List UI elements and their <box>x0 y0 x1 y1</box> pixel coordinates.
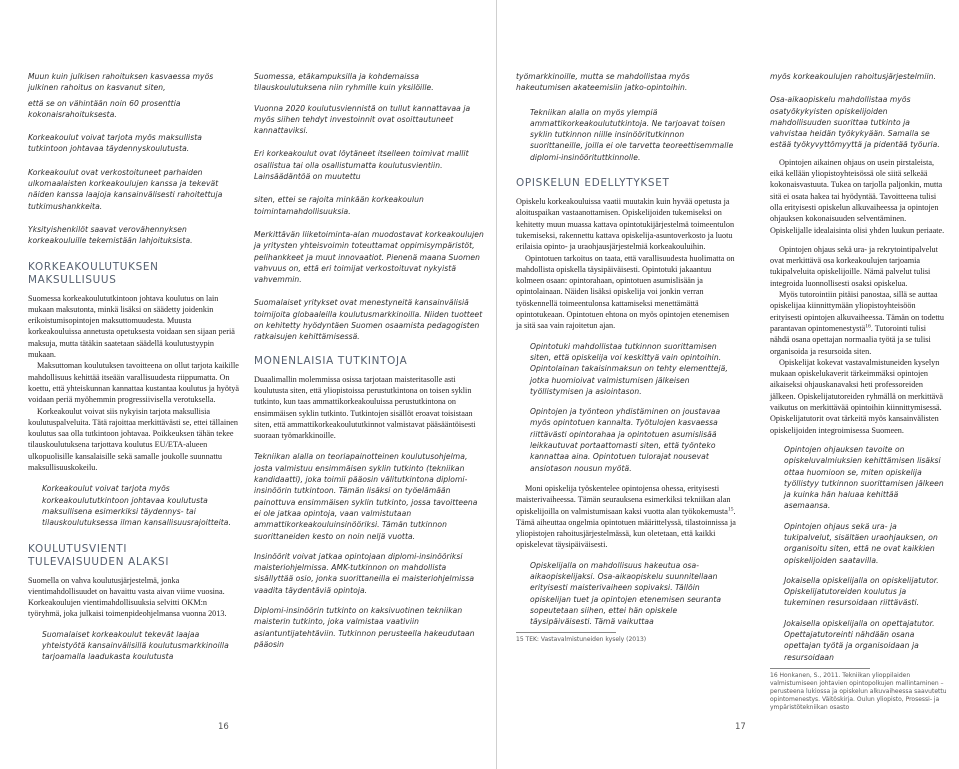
body-paragraph: Opintojen ohjaus sekä ura- ja rekrytointipalvelut ovat merkittävä osa korkeakoulujen tarjoamia tukipalveluita opiskelijoille. Nämä palvelut tulisi integroida luonnollisesti osaksi opiskelua. <box>770 244 938 288</box>
pull-quote: Jokaisella opiskelijalla on opiskelijatutor. Opiskelijatutoreiden koulutus ja tukeminen resursoidaan riittävästi. <box>784 575 939 608</box>
intro-quote: Korkeakoulut voivat tarjota myös maksullista tutkintoon johtavaa täydennyskoulutusta. <box>28 133 202 154</box>
body-paragraph: Maksuttoman koulutuksen tavoitteena on ollut tarjota kaikille mahdollisuus kehittää itseään varallisuudesta riippumatta. On koettu, että yhteiskunnan kannattaa kustantaa koulutus ja hyötyä voidaan periä myöhemmin progressiivisella verotuksella. <box>28 361 240 405</box>
footnote-rule <box>516 632 616 633</box>
pull-quote: Opintotuki mahdollistaa tutkinnon suorittamisen siten, että opiskelija voi keskittyä vain opintoihin. Opintolainan takaisinmaksun on tehty elementtejä, jotka huomioivat valmistumisen jälkeisen työllistymisen ja asiointason. <box>530 341 728 396</box>
body-paragraph: Opintojen aikainen ohjaus on usein pirstaleista, eikä kellään yliopistoyhteisössä ole siitä selkeää kokonaisvastuuta. Tukea on tarjolla paljonkin, mutta sitä ei osata hakea tai hyödyntää. Tavoitteena tulisi olla erityisesti opiskelun alkuvaiheessa ja opintojen ohjauksen kokonaisuuden selventäminen. Opiskelijalle idealaisinta olisi yhden luukun periaate. <box>770 157 945 235</box>
body-paragraph <box>516 483 736 551</box>
section-heading-line-2: TULEVAISUUDEN ALAKSI <box>28 555 170 568</box>
pull-quote: Opintojen ohjaus sekä ura- ja tukipalvelut, sisältäen uraohjauksen, on organisoitu siten, että ne ovat kaikkien opiskelijoiden saatavilla. <box>784 521 938 565</box>
page-number: 16 <box>218 722 229 732</box>
pull-quote: Suomalaiset korkeakoulut tekevät laajaa yhteistyötä kansainvälisillä koulutusmarkkinoilla tarjoamalla laadukasta koulutusta <box>42 629 229 662</box>
section-heading: KORKEAKOULUTUKSEN MAKSULLISUUS <box>28 260 159 286</box>
section-heading <box>28 543 240 569</box>
pull-quote: Vuonna 2020 koulutusviennistä on tullut kannattavaa ja myös siihen tehdyt investoinnit ovat osoittautuneet kannattaviksi. <box>254 103 471 136</box>
pull-quote: myös korkeakoulujen rahoitusjärjestelmiin. <box>770 72 936 81</box>
body-paragraph: Suomessa korkeakoulututkintoon johtava koulutus on lain mukaan maksutonta, minkä lisäksi on säädetty joidenkin erikoistumisopintojen maksuttomuudesta. Muusta korkeakouluissa annetusta opetuksesta voidaan sen sijaan periä maksuja, mutta tätäkin saatetaan säädellä koulutustyypin mukaan. <box>28 293 235 360</box>
page-gutter <box>496 0 497 769</box>
body-paragraph: Korkeakoulut voivat siis nykyisin tarjota maksullisia koulutuspalveluita. Tätä rajoittaa merkittävästi se, ettei tällainen koulutus saa olla tutkintoon johtavaa. Poikkeuksen tähän tekee tilauskoulutuksena tarjottava koulutus EU/ETA-alueen ulkopuolisille kansalaisille sekä samalle joukolle suunnattu maksullisuuskokeilu. <box>28 406 238 473</box>
pull-quote: Opintojen ja työnteon yhdistäminen on joustavaa myös opintotuen kannalta. Työtulojen kasvaessa riittävästi opintorahaa ja opintotuen asumislisää leikkautuvat portaattomasti siten, että työnteko kannattaa aina. Opintotuen tulorajat nousevat ansiotason nousun myötä. <box>530 407 721 473</box>
pull-quote: Tekniikan alalla on teoriapainotteinen koulutusohjelma, josta valmistuu ensimmäisen syklin tutkinto (tekniikan kandidaatti), joka toimii pääosin välitutkintona diplomi-insinöörin tutkintoon. Tämän lisäksi on työelämään painottuva ensimmäisen syklin tutkinto, jossa tavoitteena ei ole jatkaa opintoja, vaan valmistutaan ammattikorkeakouluinsinööriksi. Tämän tutkinnon suorittaneiden kesto on noin neljä vuotta. <box>254 452 478 541</box>
body-text: . Tutorointi tulisi nähdä osana opettajan normaalia työtä ja se tulisi organisoida ja resursoida siten. <box>770 323 931 356</box>
body-paragraph: Opiskelijat kokevat vastavalmistuneiden kyselyn mukaan opiskelukaverit tärkeimmäksi opintojen aikaiseksi ohjauskanavaksi heti professoreiden jälkeen. Opiskelijatutoreiden ryhmällä on merkittävä vaikutus on merkittävää opintoihin kiinnittymisessä. Opiskelijatutorit ovat tärkeitä myös kansainvälisten opiskelijoiden integroimisessa Suomeen. <box>770 357 944 435</box>
body-text: Myös tutorointiin pitäisi panostaa, sillä se auttaa opiskelijaa kiinnittymään yliopistoyhteisöön erityisesti opintojen alkuvaiheessa. Tämän on todettu parantavan opintomenestystä <box>770 290 945 333</box>
footnote-rule <box>770 668 870 669</box>
pull-quote: Merkittävän liiketoiminta-alan muodostavat korkeakoulujen ja yritysten yhteisvoimin toteuttamat oppimisympäristöt, pelihankkeet ja muut innovaatiot. Pienenä maana Suomen vahvuus on, että eri toimijat verkostoituvat nykyistä vahvemmin. <box>254 229 484 285</box>
pull-quote: Opiskelijalla on mahdollisuus hakeutua osa-aikaopiskelijaksi. Osa-aikaopiskelu suunnitellaan erityisesti maisterivaiheen sopivaksi. Tällöin opiskelijan tuet ja opintojen etenemisen seuranta sopeutetaan siihen, ettei hän opiskele täysipäiväisesti. Tämä vaikuttaa <box>530 560 722 627</box>
section-heading-line-1: KOULUTUSVIENTI <box>28 542 128 555</box>
page-number: 17 <box>735 722 746 732</box>
pull-quote: Korkeakoulut voivat tarjota myös korkeakoulututkintoon johtavaa koulutusta maksullisena esimerkiksi täydennys- tai tilauskoulutuksessa ilman kansallisuusrajoitteita. <box>42 484 231 528</box>
body-text: . Tämä aiheuttaa ongelmia opintotuen määrittelyssä, tilastoinnissa ja yliopistojen rahoitusjärjestelmässä, kun oletetaan, että kaikki opiskelevat täysipäiväisesti. <box>516 506 736 550</box>
body-paragraph: Suomella on vahva koulutusjärjestelmä, jonka vientimahdollisuudet on havaittu vasta aivan viime vuosina. Korkeakoulujen vientimahdollisuuksia selvitti OKM:n työryhmä, joka julkaisi toimenpideohjelmansa vuonna 2013. <box>28 575 227 619</box>
footnote-ref: 16 <box>865 323 871 330</box>
right-page-column-2 <box>742 0 959 769</box>
left-page-column-2 <box>248 0 492 769</box>
pull-quote: Diplomi-insinöörin tutkinto on kaksivuotinen tekniikan maisterin tutkinto, joka valmistaa vaativiin asiantuntijatehtäviin. Tutkinnon perusteella hakeudutaan pääosin <box>254 605 475 649</box>
pull-quote: Tekniikan alalla on myös ylempiä ammattikorkeakoulututkintoja. Ne tarjoavat toisen syklin tutkinnon niille insinööritutkinnon suorittaneille, joilla ei ole tarvetta teoreettisemmalle diplomi-insinöörituttkinnolle. <box>530 107 734 162</box>
left-page-column-1 <box>0 0 248 769</box>
footnote: 15 TEK: Vastavalmistuneiden kysely (2013) <box>516 636 647 644</box>
pull-quote: siten, ettei se rajoita minkään korkeakoulun toimintamahdollisuuksia. <box>254 195 424 216</box>
section-heading: OPISKELUN EDELLYTYKSET <box>516 177 670 190</box>
right-page-column-1 <box>512 0 742 769</box>
pull-quote: Jokaisella opiskelijalla on opettajatutor. Opettajatutoreinti nähdään osana opettajan työtä ja organisoidaan ja resursoidaan <box>784 618 935 662</box>
pull-quote: Osa-aikaopiskelu mahdollistaa myös osatyökykyisten opiskelijoiden mahdollisuuden suorittaa tutkinto ja vahvistaa heidän työkykyään. Samalla se estää työkyvyttömyyttä ja pidentää työuria. <box>770 95 940 150</box>
pull-quote: Opintojen ohjauksen tavoite on opiskeluvalmiuksien kehittämisen lisäksi ottaa huomioon se, miten opiskelija työllistyy tutkinnon suorittamisen jälkeen ja kuinka hän haluaa kehittää asemaansa. <box>784 444 944 511</box>
body-text: Moni opiskelija työskentelee opintojensa ohessa, erityisesti maisterivaiheessa. Tämän seurauksena esimerkiksi tekniikan alan opiskelijoilla on valmistumisaan kaksi vuotta alan työkokemusta <box>516 483 731 516</box>
section-heading: MONENLAISIA TUTKINTOJA <box>254 354 408 367</box>
intro-quote: että se on vähintään noin 60 prosenttia kokonaisrahoituksesta. <box>28 98 181 119</box>
pull-quote: työmarkkinoille, mutta se mahdollistaa myös hakeutumisen akateemisiin jatko-opintoihin. <box>516 72 690 93</box>
pull-quote: Eri korkeakoulut ovat löytäneet itselleen toimivat mallit osallistua tai olla osallistumatta koulutusvientiin. Lainsäädäntöä on muutettu <box>254 149 469 182</box>
body-paragraph: Opintotuen tarkoitus on taata, että varallisuudesta huolimatta on mahdollista opiskella täysipäiväisesti. Opintotuki jakaantuu kolmeen osaan: opintorahaan, opintotuen asumislisään ja opintolainaan. Näiden lisäksi opiskelija voi jonkin verran työskennellä toimeentulonsa kattamiseksi menettämättä opintotukeaan. Opintotuen ehtona on myös opintojen etenemisen ja sitä saa vain rajoitetun ajan. <box>516 253 735 331</box>
body-paragraph: Duaalimallin molemmissa osissa tarjotaan maisteritasolle asti koulutusta siten, että yliopistoissa perustutkintona on toisen syklin tutkinto, kun taas ammattikorkeakouluissa perustutkintona on ensimmäisen syklin tutkinto. Tutkintojen sisällöt eroavat toisistaan siten, että ammattikorkeakoulututkinnot valmistavat pääsääntöisesti suoraan työmarkkinoille. <box>254 374 476 441</box>
body-paragraph <box>770 289 947 357</box>
pull-quote: Suomessa, etäkampuksilla ja kohdemaissa tilauskoulutuksena niin ryhmille kuin yksilöille. <box>254 72 434 93</box>
pull-quote: Insinöörit voivat jatkaa opintojaan diplomi-insinööriksi maisteriohjelmissa. AMK-tutkinnon on mahdollista sisällyttää osio, jonka suorittaneilla ei maisteriohjelmissa vaadita täydentäviä opintoja. <box>254 551 475 595</box>
intro-quote: Yksityishenkilöt saavat verovähennyksen korkeakouluille tekemistään lahjoituksista. <box>28 224 193 246</box>
pull-quote: Suomalaiset yritykset ovat menestyneitä kansainvälisiä toimijoita globaaleilla koulutusmarkkinoilla. Niiden tuotteet on kehitetty hyödyntäen Suomen osaamista pedagogisten ratkaisujen kehittämisessä. <box>254 298 483 342</box>
intro-quote: Korkeakoulut ovat verkostoituneet parhaiden ulkomaalaisten korkeakoulujen kanssa ja tekevät näiden kanssa laajoja kansainvälisesti rahoitettuja tutkimushankkeita. <box>28 167 223 211</box>
footnote-ref: 15 <box>727 505 734 512</box>
intro-quote: Muun kuin julkisen rahoituksen kasvaessa myös julkinen rahoitus on kasvanut siten, <box>28 72 214 93</box>
body-paragraph: Opiskelu korkeakouluissa vaatii muutakin kuin hyvää opetusta ja aloituspaikan vastaanottamisen. Opiskelijoiden tukemiseksi on kehitetty muun muassa kattava opintotukijärjestelmä toimeentulon tukemiseksi, rakennettu kattava opiskelija-asuntoverkosto ja luotu erilaisia opinto- ja uraohjausjärjestelmiä korkeakouluihin. <box>516 197 735 252</box>
footnote: 16 Honkanen, S., 2011. Tekniikan ylioppilaiden valmistumiseen johtavien opintopolkujen mallintaminen – perusteena lukiossa ja opiskelun alkuvaiheessa saavutettu opintomenestys. Väitöskirja. Oulun yliopisto, Prosessi- ja ympäristötekniikan osasto <box>770 671 947 711</box>
